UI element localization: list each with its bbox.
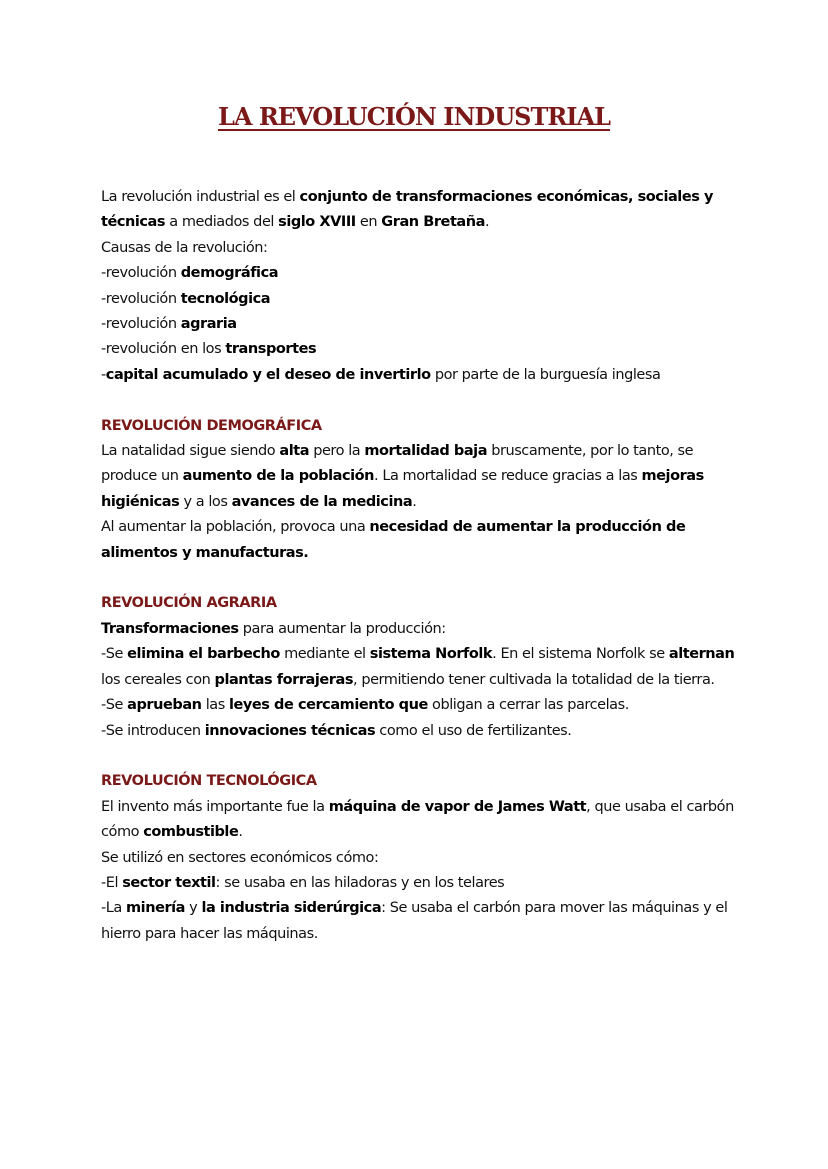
paragraph: -La minería y la industria siderúrgica: Se usaba el carbón para mover las máquinas y el hierro para hacer las máquinas.	[101, 900, 728, 942]
paragraph: -Se introducen innovaciones técnicas como el uso de fertilizantes.	[101, 722, 572, 739]
cause-item: -revolución agraria	[101, 316, 237, 333]
intro-paragraph: La revolución industrial es el conjunto de transformaciones económicas, sociales y técnicas a mediados del siglo XVIII en Gran Bretaña.	[101, 189, 713, 231]
section-heading: REVOLUCIÓN DEMOGRÁFICA	[101, 417, 322, 434]
section-heading: REVOLUCIÓN AGRARIA	[101, 595, 277, 612]
causes-label: Causas de la revolución:	[101, 239, 268, 256]
paragraph: -Se aprueban las leyes de cercamiento que obligan a cerrar las parcelas.	[101, 697, 629, 714]
paragraph: -El sector textil: se usaba en las hiladoras y en los telares	[101, 874, 505, 891]
section-demografica	[101, 414, 741, 566]
cause-item: -revolución demográfica	[101, 265, 279, 282]
section-tecnologica	[101, 769, 741, 947]
paragraph: Transformaciones para aumentar la producción:	[101, 620, 446, 637]
paragraph: La natalidad sigue siendo alta pero la mortalidad baja bruscamente, por lo tanto, se produce un aumento de la población. La mortalidad se reduce gracias a las mejoras higiénicas y a los avances de la medicina.	[101, 443, 704, 510]
paragraph: Se utilizó en sectores económicos cómo:	[101, 849, 379, 866]
paragraph: El invento más importante fue la máquina de vapor de James Watt, que usaba el carbón cómo combustible.	[101, 798, 734, 841]
paragraph: -Se elimina el barbecho mediante el sistema Norfolk. En el sistema Norfolk se alternan los cereales con plantas forrajeras, permitiendo tener cultivada la totalidad de la tierra.	[101, 646, 735, 688]
document-body	[101, 185, 741, 947]
cause-item: -capital acumulado y el deseo de invertirlo por parte de la burguesía inglesa	[101, 366, 661, 383]
section-heading: REVOLUCIÓN TECNOLÓGICA	[101, 773, 317, 790]
cause-item: -revolución tecnológica	[101, 290, 271, 307]
paragraph: Al aumentar la población, provoca una necesidad de aumentar la producción de alimentos y manufacturas.	[101, 519, 686, 561]
section-agraria	[101, 591, 741, 743]
cause-item: -revolución en los transportes	[101, 341, 317, 358]
page-title: LA REVOLUCIÓN INDUSTRIAL	[218, 102, 610, 131]
